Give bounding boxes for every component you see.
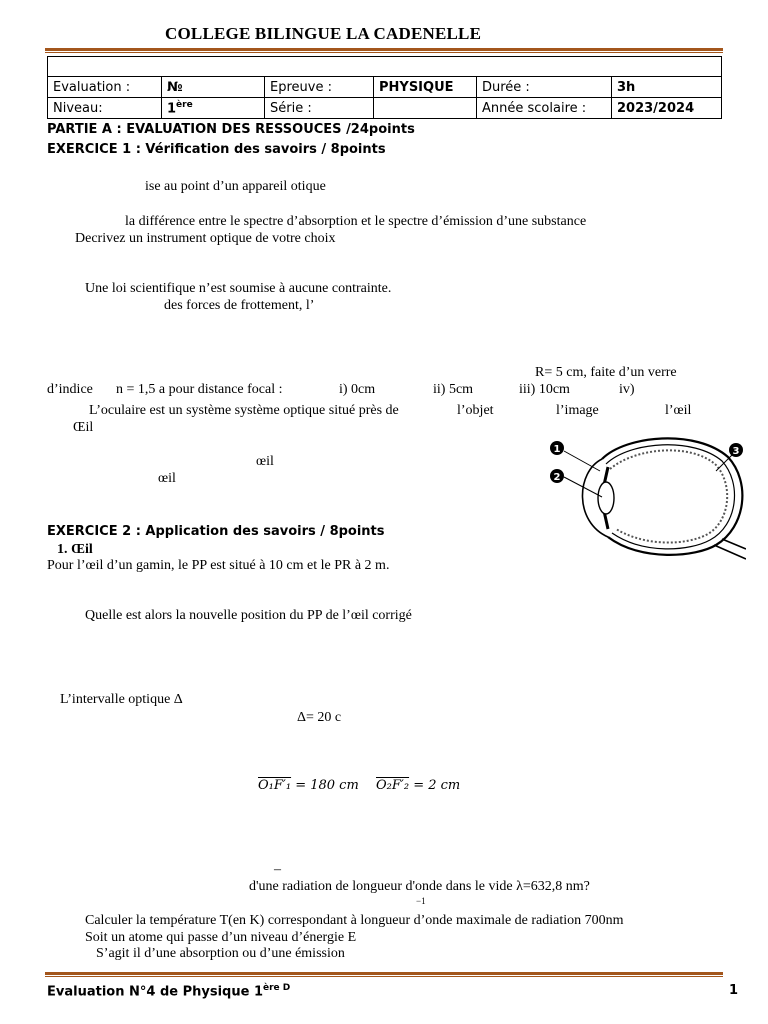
ex2-line-2: Quelle est alors la nouvelle position du PP de l’œil corrigé <box>85 608 412 623</box>
serie-label: Série : <box>265 98 374 119</box>
epreuve-value: PHYSIQUE <box>374 77 477 98</box>
annee-label: Année scolaire : <box>477 98 612 119</box>
partie-a-title: PARTIE A : EVALUATION DES RESSOUCES /24points <box>47 122 415 137</box>
epreuve-label: Epreuve : <box>265 77 374 98</box>
evaluation-label: Evaluation : <box>48 77 162 98</box>
ex1-line-11: œil <box>158 471 176 486</box>
ex2-line-5: d'une radiation de longueur d'onde dans le vide λ=632,8 nm? <box>249 879 590 894</box>
ex2-line-6: Calculer la température T(en K) correspondant à longueur d’onde maximale de radiation 700nm <box>85 913 624 928</box>
ex2-line-3: L’intervalle optique Δ <box>60 692 183 707</box>
ex2-line-1: Pour l’œil d’un gamin, le PP est situé à 10 cm et le PR à 2 m. <box>47 558 390 573</box>
formula-2 <box>376 778 460 793</box>
ex1-line-7e: iii) 10cm <box>519 382 570 397</box>
ex1-line-5: des forces de frottement, l’ <box>164 298 315 313</box>
info-table-blank-row <box>48 57 722 77</box>
niveau-value: 1ère <box>162 98 265 119</box>
footer-rule-thin <box>45 976 723 977</box>
ex1-line-3: Decrivez un instrument optique de votre choix <box>75 231 336 246</box>
exercice1-title: EXERCICE 1 : Vérification des savoirs / 8points <box>47 142 386 157</box>
evaluation-value: № <box>162 77 265 98</box>
ex1-line-8b: l’objet <box>457 403 494 418</box>
formula-1 <box>258 778 359 793</box>
eye-label-3: 3 <box>732 446 740 457</box>
ex2-subtitle: 1. Œil <box>57 542 93 557</box>
ex2-dash: – <box>274 862 281 877</box>
duree-value: 3h <box>612 77 722 98</box>
ex1-line-6: R= 5 cm, faite d’un verre <box>535 365 677 380</box>
header-rule-thin <box>45 52 723 53</box>
formula-1-rhs: = 180 cm <box>291 778 359 793</box>
duree-label: Durée : <box>477 77 612 98</box>
ex1-line-8d: l’œil <box>665 403 692 418</box>
eye-label-2: 2 <box>553 472 561 483</box>
ex1-line-7a: d’indice <box>47 382 93 397</box>
school-name: COLLEGE BILINGUE LA CADENELLE <box>165 24 482 43</box>
ex2-line-7: Soit un atome qui passe d’un niveau d’énergie E <box>85 930 357 945</box>
ex1-line-8c: l’image <box>556 403 599 418</box>
ex1-line-10: œil <box>256 454 274 469</box>
ex1-line-2: la différence entre le spectre d’absorption et le spectre d’émission d’une substance <box>125 214 587 229</box>
ex1-line-9: Œil <box>73 420 94 435</box>
footer-rule <box>45 972 723 975</box>
annee-value: 2023/2024 <box>612 98 722 119</box>
ex1-line-7b: n = 1,5 a pour distance focal : <box>116 382 283 397</box>
ex2-line-4: Δ= 20 c <box>297 710 342 725</box>
formula-2-lhs: O₂F′₂ <box>376 778 410 793</box>
serie-value <box>374 98 477 119</box>
header-rule <box>45 48 723 51</box>
ex1-line-7c: i) 0cm <box>339 382 376 397</box>
exercice2-title: EXERCICE 2 : Application des savoirs / 8points <box>47 524 385 539</box>
ex2-line-8: S’agit il d’une absorption ou d’une émission <box>96 946 345 961</box>
niveau-label: Niveau: <box>48 98 162 119</box>
eye-diagram <box>546 427 746 567</box>
page-number: 1 <box>728 983 738 998</box>
ex1-line-7f: iv) <box>619 382 635 397</box>
ex1-line-8a: L’oculaire est un système système optique situé près de <box>89 403 399 418</box>
footer-sup: ère D <box>263 983 291 993</box>
info-table <box>47 56 722 119</box>
ex2-sup-m1: −1 <box>416 896 426 906</box>
eye-label-1: 1 <box>553 444 561 455</box>
formula-2-rhs: = 2 cm <box>409 778 461 793</box>
ex1-line-1: ise au point d’un appareil otique <box>145 179 326 194</box>
ex1-line-4: Une loi scientifique n’est soumise à aucune contrainte. <box>85 281 392 296</box>
ex1-line-7d: ii) 5cm <box>433 382 474 397</box>
formula-1-lhs: O₁F′₁ <box>258 778 292 793</box>
niveau-sup: ère <box>176 99 193 110</box>
footer-text: Evaluation N°4 de Physique $1^{ère D}$ <box>47 983 291 1000</box>
